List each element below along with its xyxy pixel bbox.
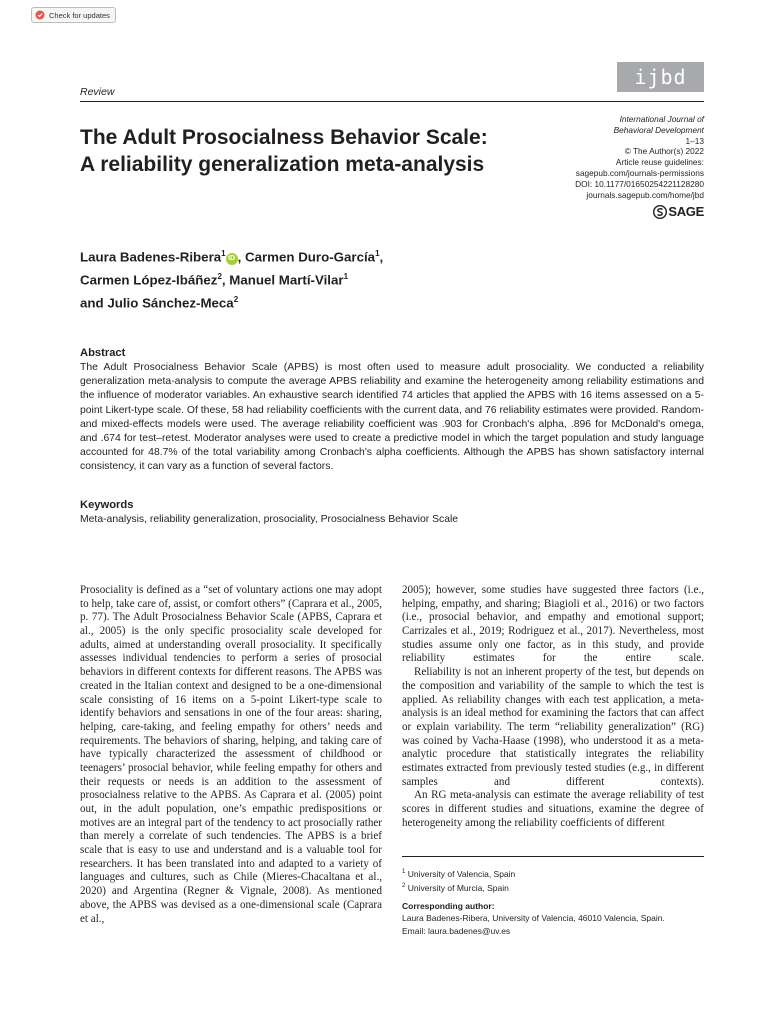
author-name: Carmen Duro-García [245, 249, 376, 265]
journal-name-line: Behavioral Development [613, 124, 704, 135]
journal-home-link[interactable]: journals.sagepub.com/home/jbd [586, 189, 704, 200]
footnote-mark: 2 [402, 883, 406, 890]
copyright: © The Author(s) 2022 [624, 146, 704, 157]
section-label: Review [80, 86, 115, 98]
keywords-heading: Keywords [80, 499, 134, 511]
body-column-left [80, 584, 382, 926]
page-range: 1–13 [685, 135, 704, 146]
journal-logo: ijbd [617, 62, 704, 92]
corresponding-heading: Corresponding author: [402, 901, 495, 911]
author-affiliation-mark: 1 [221, 249, 226, 258]
author-affiliation-mark: 1 [343, 272, 349, 282]
corresponding-address: Laura Badenes-Ribera, University of Valencia, 46010 Valencia, Spain. [402, 913, 665, 924]
body-paragraph: Reliability is not an inherent property of the test, but depends on the composition and variability of the sample to which the test is applied. As reliability changes with each test application, a meta-analysis is an ideal method for examining the factors that can affect or explain variability. The term “reliability generalization” (RG) was coined by Vacha-Haase (1998), who understood it as a meta-analytic procedure that statistically integrates the reliability estimates extracted from previously tested studies (e.g., in different samples and different contexts). [402, 666, 704, 788]
author-name: Carmen López-Ibáñez [80, 272, 218, 288]
author-list: Laura Badenes-Ribera$^1$iD , Carmen Duro-García$^1$, Carmen López-Ibáñez$^2$, Manuel Martí-Vilar$^1$ and Julio Sánchez-Meca$^2$ [80, 249, 384, 311]
permissions-link[interactable]: sagepub.com/journals-permissions [575, 167, 704, 178]
sage-swirl-icon [653, 205, 667, 219]
body-paragraph: Prosociality is defined as a “set of voluntary actions one may adopt to help, take care of, assist, or comfort others” (Caprara et al., 2005, p. 77). The Adult Prosocialness Behavior Scale (APBS, Caprara et al., 2005) is the only specific prosociality scale developed for adults, aimed at understanding overall prosociality. It specifically assesses individual tendencies to perform a series of prosocial behaviors in different contexts for different reasons. The APBS was created in the Italian context and designed to be a one-dimensional scale consisting of 16 items on a 5-point Likert-type scale to identify behaviors and sensations in one of the four areas: sharing, helping, care-taking, and feeling empathy for others’ needs and requirements. The behaviors of sharing, helping, and taking care of have typically characterized the assessment of childhood or teenagers’ prosocial behavior, while feeling empathy for others and their requests or needs is an addition to the assessment of prosocialness relative to the APBS. As Caprara et al. (2005) point out, in the adult population, one’s empathic predispositions or motives are an integral part of the tendency to act prosocially rather than merely a correlate of such tendencies. The APBS is a brief scale that is easy to use and understand and is a valuable tool for researchers. It has been translated into and adapted to a variety of languages and cultures, such as Chile (Mieres-Chacaltana et al., 2020) and Argentina (Regner & Vignale, 2008). As mentioned above, the APBS was devised as a one-dimensional scale (Caprara et al., [80, 584, 382, 925]
author-name: Julio Sánchez-Meca [107, 295, 234, 311]
check-for-updates-button[interactable] [31, 7, 116, 23]
abstract-text: The Adult Prosocialness Behavior Scale (APBS) is most often used to measure adult prosociality. We conducted a reliability generalization meta-analysis to compute the average APBS reliability and examine the heterogeneity among reliability estimations and the influence of moderator variables. An exhaustive search identified 74 articles that applied the APBS with 16 items assessed on a 5-point Likert-type scale. Of these, 58 had reliability coefficients with the current data, and 76 reliability estimates were provided. Random- and mixed-effects models were used. The average reliability coefficient was .903 for Cronbach's alpha, .896 for McDonald's omega, and .674 for test–retest. Moderator analyses were used to create a predictive model in which the target population and study language accounted for 48.7% of the total variability among Cronbach's alpha coefficients. Although the APBS has shown satisfactory internal consistency, it can vary as a function of several factors. [80, 362, 704, 473]
journal-meta [575, 114, 704, 200]
footnote-mark: 1 [402, 869, 406, 875]
reuse-label: Article reuse guidelines: [615, 157, 704, 168]
corresponding-email[interactable]: Email: laura.badenes@uv.es [402, 925, 511, 936]
author-name: Laura Badenes-Ribera [80, 249, 222, 265]
affiliation-footnotes [402, 866, 704, 894]
publisher-name: SAGE [668, 204, 704, 219]
publisher-logo [653, 204, 704, 219]
author-affiliation-mark: 2 [233, 295, 239, 305]
keywords-text: Meta-analysis, reliability generalization, prosociality, Prosocialness Behavior Scale [80, 514, 459, 525]
header-divider [80, 101, 704, 102]
author-affiliation-mark: 1 [375, 249, 380, 258]
author-name: Manuel Martí-Vilar [229, 272, 344, 288]
footnote-item [402, 866, 704, 880]
footnote-item [402, 880, 704, 894]
footnote-text: University of Murcia, Spain [407, 883, 509, 894]
journal-name-line: International Journal of [619, 114, 704, 124]
author-affiliation-mark: 2 [217, 272, 222, 282]
body-paragraph: 2005); however, some studies have suggested three factors (i.e., helping, empathy, and sharing; Biagioli et al., 2016) or two factors (i.e., prosocial behavior, and empathy and emotional support; Carrizales et al., 2019; Rodriguez et al., 2017). Nevertheless, most studies assume only one factor, as in this study, and provide reliability estimates for the entire scale. [402, 584, 704, 665]
footnote-text: University of Valencia, Spain [407, 868, 516, 879]
abstract-heading: Abstract [80, 347, 126, 359]
footnote-divider [402, 856, 704, 857]
body-paragraph: An RG meta-analysis can estimate the average reliability of test scores in different studies and situations, examine the degree of heterogeneity among the reliability coefficients of different [402, 789, 704, 829]
body-column-right [402, 584, 704, 830]
orcid-icon[interactable]: iD [226, 253, 238, 265]
corresponding-author [402, 900, 704, 937]
doi-link[interactable]: DOI: 10.1177/01650254221128280 [575, 178, 704, 189]
article-title: The Adult Prosocialness Behavior Scale: A reliability generalization meta-analysis [80, 126, 488, 176]
check-updates-label: Check for updates [49, 10, 110, 20]
check-updates-icon [35, 10, 45, 20]
